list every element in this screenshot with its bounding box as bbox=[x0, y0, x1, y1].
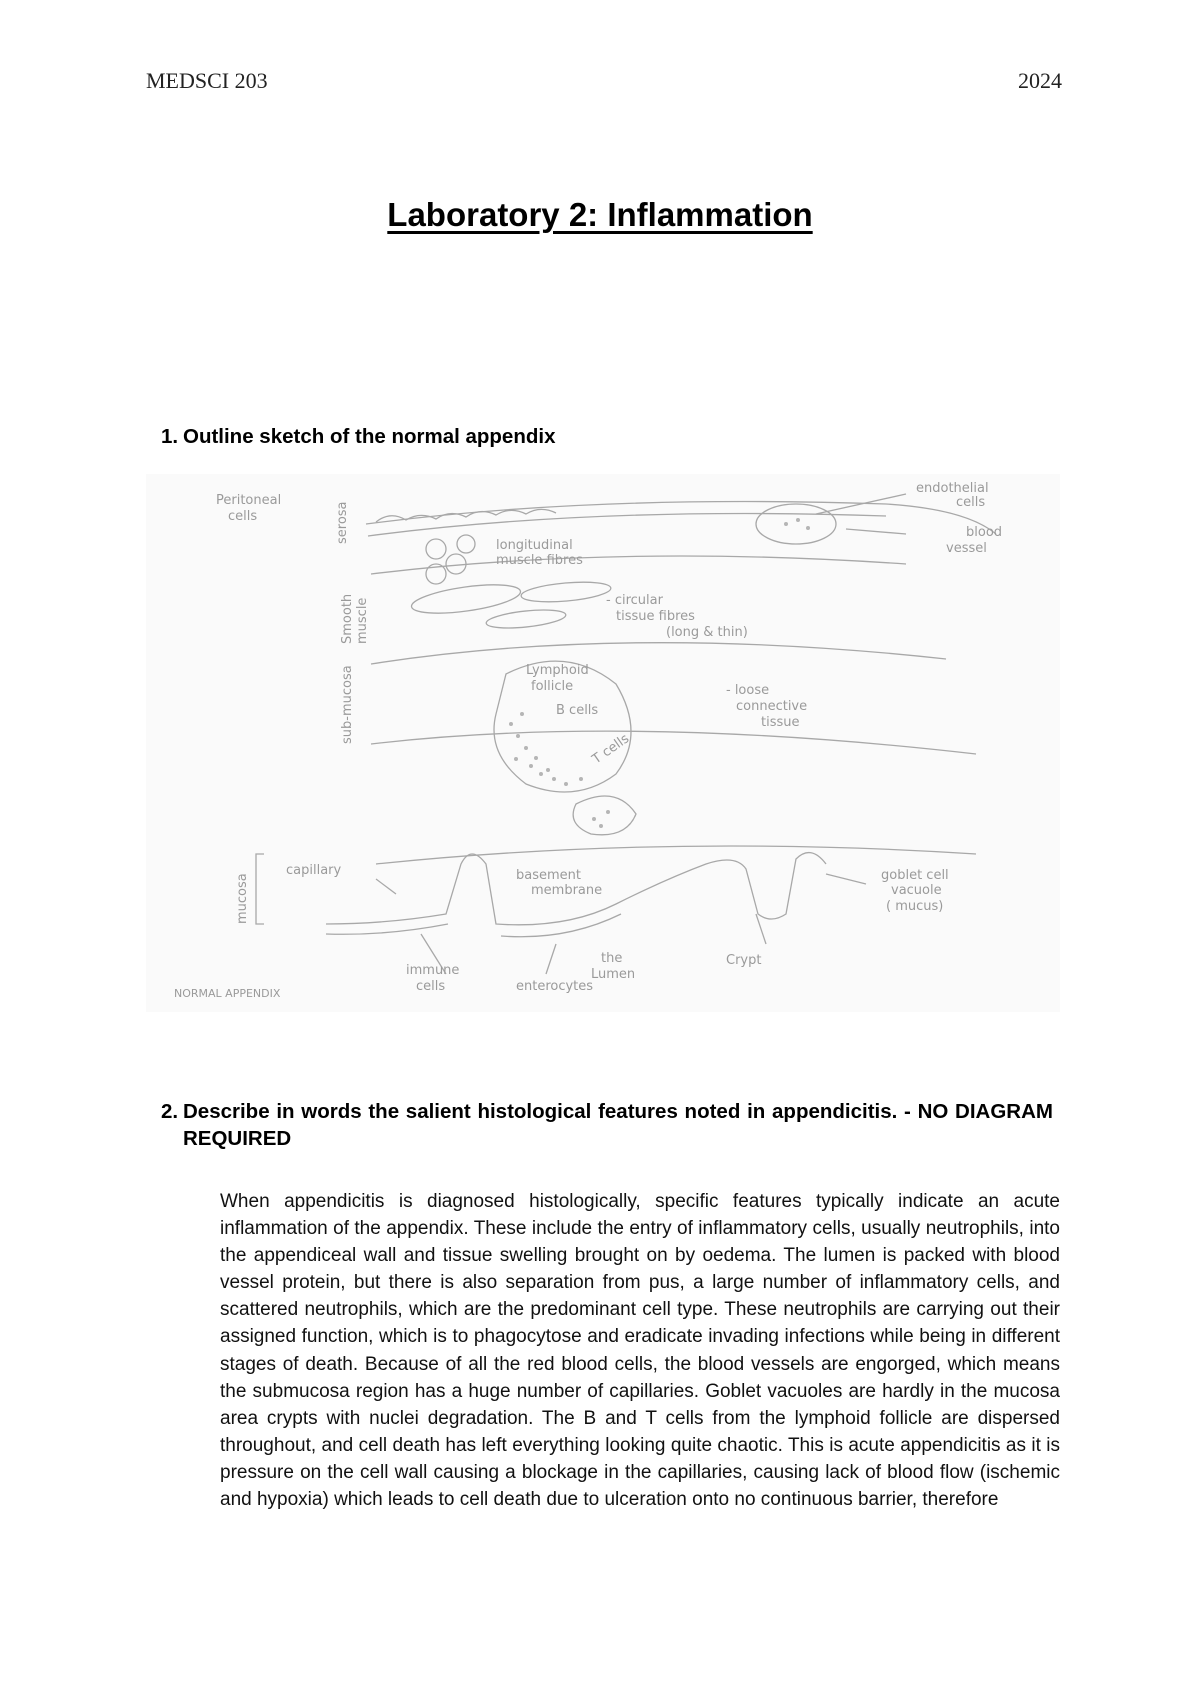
label-circular-3: (long & thin) bbox=[666, 625, 748, 640]
label-longitudinal-2: muscle fibres bbox=[496, 553, 583, 568]
label-connective: connective bbox=[736, 699, 808, 714]
question-2-text: Describe in words the salient histological features noted in bbox=[183, 1100, 773, 1123]
question-2-answer: When appendicitis is diagnosed histologically, specific features typically indicate an acute inflammation of the appendix. These include the entry of inflammatory cells, usually neutrophils, into the appendiceal wall and tissue swelling brought on by oedema. The lumen is packed with blood vessel protein, but there is also separation from pus, a large number of inflammatory cells, and scattered neutrophils, which are the predominant cell type. These neutrophils are carrying out their assigned function, which is to phagocytose and eradicate invading infections while being in different stages of death. Because of all the red blood cells, the blood vessels are engorged, which means the submucosa region has a huge number of capillaries. Goblet vacuoles are hardly in the mucosa area crypts with nuclei degradation. The B and T cells from the lymphoid follicle are dispersed throughout, and cell death has left everything looking quite chaotic. This is acute appendicitis as it is pressure on the cell wall causing a blockage in the capillaries, causing lack of blood flow (ischemic and hypoxia) which leads to cell death due to ulceration onto no continuous barrier, therefore bbox=[220, 1191, 1060, 1511]
label-bcells: B cells bbox=[556, 703, 599, 718]
appendix-sketch bbox=[146, 474, 1060, 1012]
label-loose: - loose bbox=[726, 683, 770, 698]
label-endothelial-2: cells bbox=[956, 495, 986, 510]
label-muscle: muscle bbox=[355, 597, 370, 644]
label-crypt: Crypt bbox=[726, 953, 762, 968]
label-blood: blood bbox=[966, 525, 1003, 540]
label-cells: cells bbox=[416, 979, 446, 994]
label-endothelial: endothelial bbox=[916, 481, 989, 496]
label-goblet: goblet cell bbox=[881, 868, 949, 883]
label-the: the bbox=[601, 951, 623, 966]
question-2-number: 2. bbox=[161, 1100, 179, 1123]
label-longitudinal: longitudinal bbox=[496, 538, 573, 553]
label-tissue: tissue bbox=[761, 715, 800, 730]
question-1-text: Outline sketch of the normal appendix bbox=[183, 425, 556, 448]
label-membrane: membrane bbox=[531, 883, 603, 898]
label-basement: basement bbox=[516, 868, 581, 883]
label-peritoneal: Peritoneal bbox=[216, 493, 282, 508]
label-mucosa: mucosa bbox=[235, 873, 250, 924]
label-mucus: ( mucus) bbox=[886, 899, 944, 914]
question-2-note: - NO DIAGRAM REQUIRED bbox=[183, 1100, 1053, 1150]
label-lumen: Lumen bbox=[591, 967, 636, 982]
label-lymphoid: Lymphoid bbox=[526, 663, 589, 678]
label-smooth: Smooth bbox=[340, 593, 355, 644]
label-submucosa: sub-mucosa bbox=[340, 665, 355, 744]
label-tcells: T cells bbox=[589, 731, 633, 768]
label-vessel: vessel bbox=[946, 541, 987, 556]
label-serosa: serosa bbox=[335, 501, 350, 544]
appendix-sketch-drawing bbox=[146, 474, 1060, 1012]
label-circular-2: tissue fibres bbox=[616, 609, 695, 624]
header-course: MEDSCI 203 bbox=[146, 68, 268, 93]
label-follicle: follicle bbox=[531, 679, 574, 694]
label-vacuole: vacuole bbox=[891, 883, 942, 898]
label-immune: immune bbox=[406, 963, 460, 978]
question-1-number: 1. bbox=[161, 425, 179, 448]
header-year: 2024 bbox=[1018, 68, 1062, 93]
label-enterocytes: enterocytes bbox=[516, 979, 594, 994]
label-circular: - circular bbox=[606, 593, 663, 608]
page-title: Laboratory 2: Inflammation bbox=[387, 196, 813, 233]
label-normal-appendix: NORMAL APPENDIX bbox=[174, 987, 281, 1000]
question-2 bbox=[161, 1098, 1053, 1152]
question-1 bbox=[161, 423, 556, 450]
label-peritoneal-2: cells bbox=[228, 509, 258, 524]
label-capillary: capillary bbox=[286, 863, 342, 878]
question-2-term: appendicitis. bbox=[772, 1100, 898, 1123]
